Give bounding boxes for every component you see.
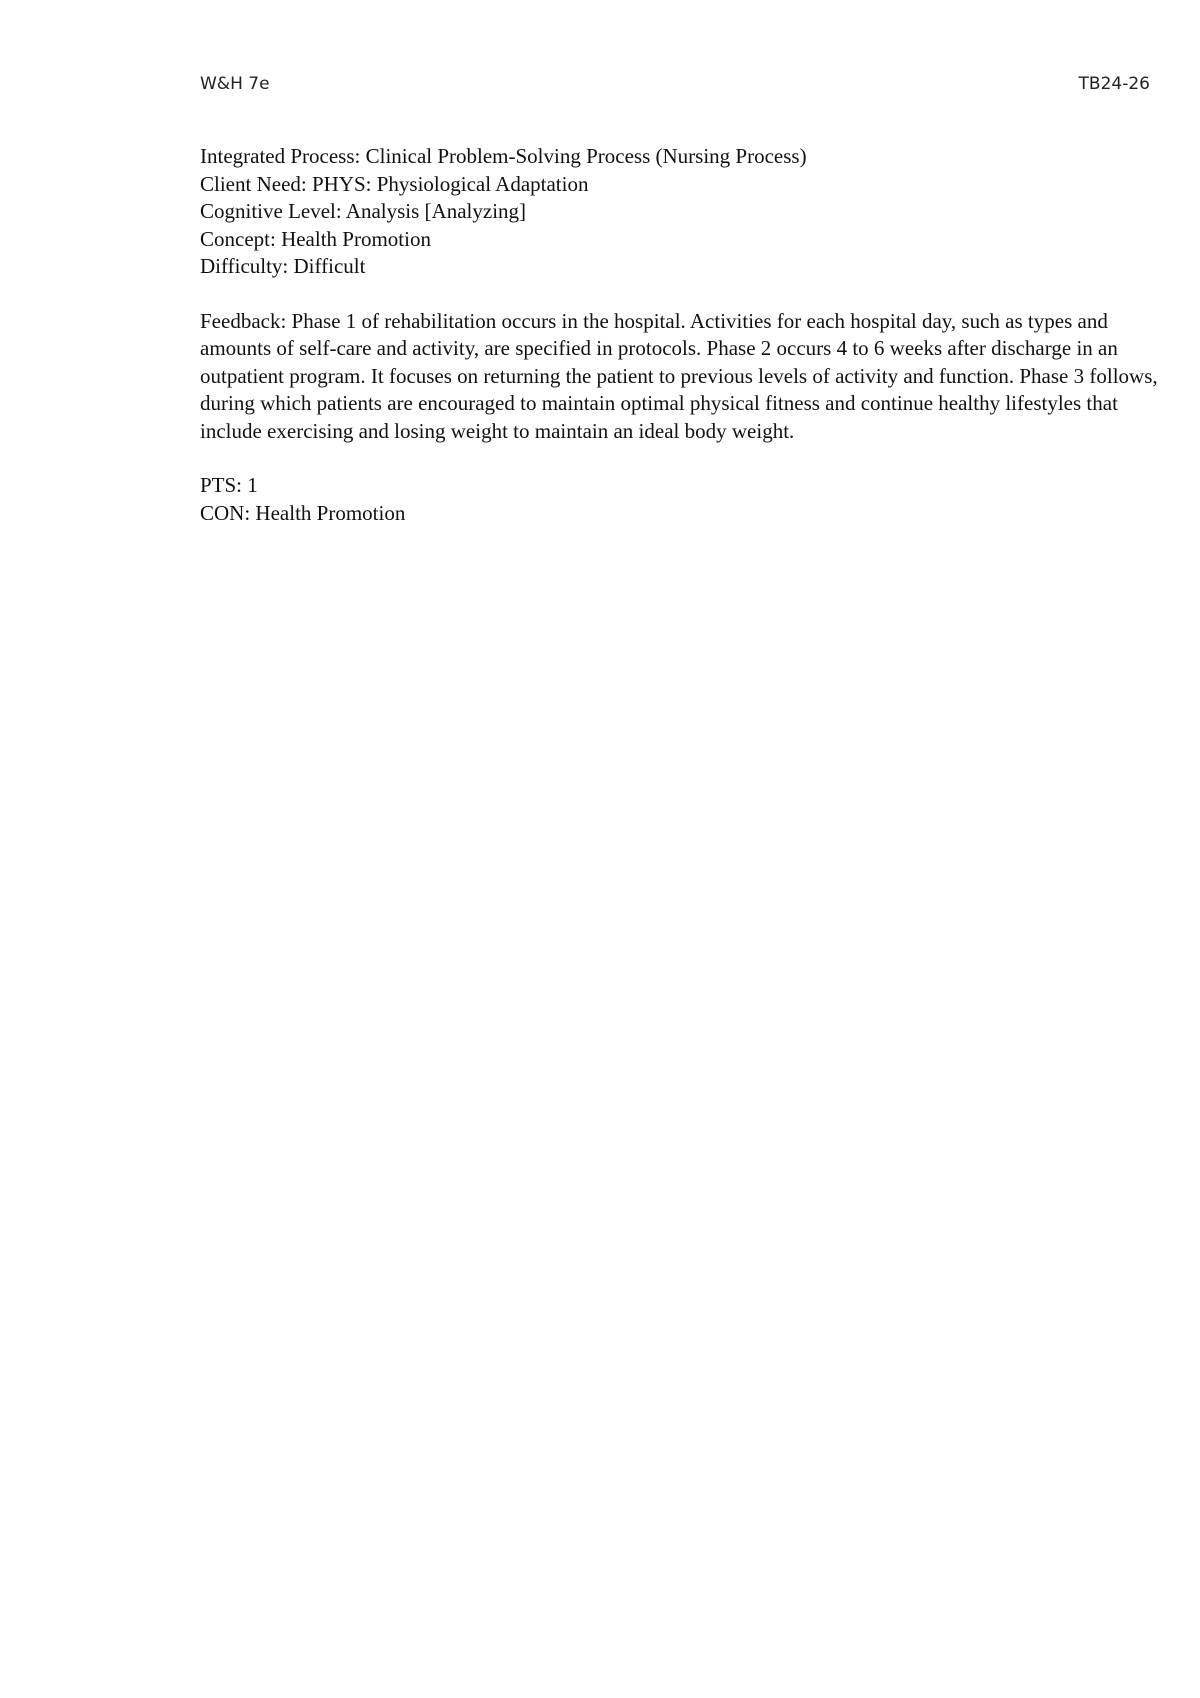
concept-footer-line: CON: Health Promotion [200, 500, 406, 525]
concept-line: Concept: Health Promotion [200, 226, 431, 251]
difficulty-line: Difficulty: Difficult [200, 254, 366, 278]
points-and-concept [200, 472, 1170, 527]
question-metadata [200, 143, 1170, 527]
header-left-text: W&H 7e [200, 74, 270, 94]
feedback-paragraph: Feedback: Phase 1 of rehabilitation occurs in the hospital. Activities for each hospital day, such as types and amounts of self-care and activity, are specified in protocols. Phase 2 occurs 4 to 6 weeks after discharge in an outpatient program. It focuses on returning the patient to previous levels of activity and function. Phase 3 follows, during which patients are encouraged to maintain optimal physical fitness and continue healthy lifestyles that include exercising and losing weight to maintain an ideal body weight. [200, 308, 1158, 443]
header-right-text: TB24-26 [1078, 74, 1150, 94]
points-line: PTS: 1 [200, 473, 258, 497]
client-need-line: Client Need: PHYS: Physiological Adaptation [200, 171, 589, 196]
cognitive-level-line: Cognitive Level: Analysis [Analyzing] [200, 199, 527, 223]
integrated-process-line: Integrated Process: Clinical Problem-Solving Process (Nursing Process) [200, 144, 807, 168]
page-header [200, 74, 1150, 104]
